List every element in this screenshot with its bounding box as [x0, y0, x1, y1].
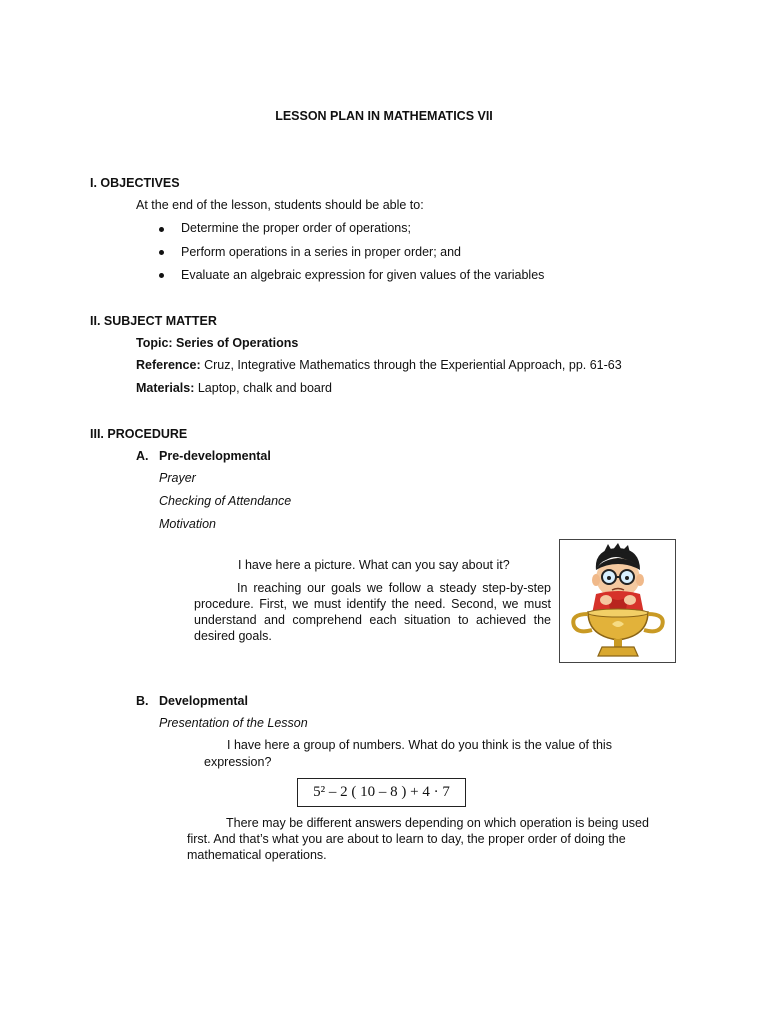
section-b-title: Developmental: [159, 694, 248, 708]
objective-item: Determine the proper order of operations;: [181, 221, 411, 235]
motivation-paragraph: In reaching our goals we follow a steady step-by-step procedure. First, we must identify the need. Second, we must understand and comprehend each situation to achieved the desired goals.: [194, 581, 551, 643]
subject-matter-heading: II. SUBJECT MATTER: [90, 314, 217, 328]
materials-line: [136, 381, 332, 395]
section-b-marker: B.: [136, 694, 149, 708]
reference-value: Cruz, Integrative Mathematics through the Experiential Approach, pp. 61-63: [200, 358, 622, 372]
objective-item: Evaluate an algebraic expression for given values of the variables: [181, 268, 545, 282]
objectives-heading: I. OBJECTIVES: [90, 176, 180, 190]
developmental-paragraph: There may be different answers depending on which operation is being used first. And that’s what you are about to learn to day, the proper order of doing the mathematical operations.: [187, 816, 649, 862]
motivation-picture: [559, 539, 676, 663]
objectives-intro: At the end of the lesson, students should be able to:: [136, 198, 424, 212]
lesson-plan-title: LESSON PLAN IN MATHEMATICS VII: [275, 109, 493, 123]
section-a-title: Pre-developmental: [159, 449, 271, 463]
motivation-question: I have here a picture. What can you say about it?: [238, 558, 510, 572]
reference-line: [136, 358, 622, 372]
objective-item: Perform operations in a series in proper order; and: [181, 245, 462, 259]
bullet-icon: [159, 250, 164, 255]
procedure-heading: III. PROCEDURE: [90, 427, 188, 441]
bullet-icon: [159, 227, 164, 232]
presentation-subheading: Presentation of the Lesson: [159, 716, 308, 730]
motivation-item: Motivation: [159, 517, 216, 531]
bullet-icon: [159, 273, 164, 278]
section-a-marker: A.: [136, 449, 149, 463]
expression-box: [297, 778, 466, 807]
materials-label: Materials:: [136, 381, 195, 395]
materials-value: Laptop, chalk and board: [194, 381, 332, 395]
reference-label: Reference:: [136, 358, 201, 372]
prayer-item: Prayer: [159, 471, 196, 485]
developmental-line-1: I have here a group of numbers. What do you think is the value of this: [227, 738, 612, 752]
attendance-item: Checking of Attendance: [159, 494, 292, 508]
developmental-line-2: expression?: [204, 755, 272, 769]
math-expression: 5² – 2 ( 10 – 8 ) + 4 · 7: [313, 784, 450, 800]
trophy-with-student-icon: [560, 540, 675, 662]
topic-line: Topic: Series of Operations: [136, 336, 299, 350]
